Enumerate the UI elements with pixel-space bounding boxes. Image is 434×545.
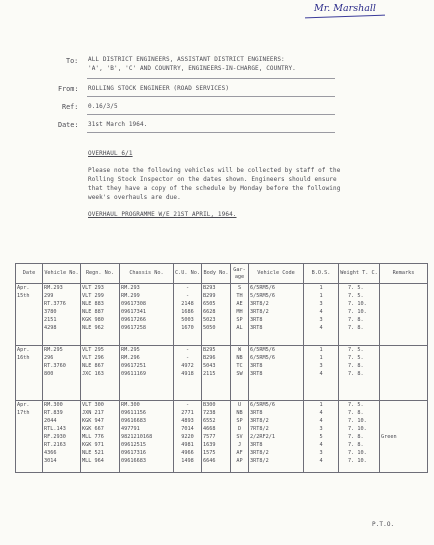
remarks-value	[381, 300, 426, 308]
regn-value: VLT 300	[82, 402, 104, 408]
date-value: Apr.	[17, 285, 30, 291]
bos-value: 1	[319, 293, 323, 299]
chassis-value: 497791	[121, 426, 140, 432]
col-header-regn: Regn. No.	[81, 264, 120, 284]
cu-value: 1498	[181, 458, 194, 464]
regn-value: KGK 667	[82, 426, 104, 432]
bos-value: 3	[319, 426, 323, 432]
cell-garage	[231, 284, 249, 346]
vehicle-value: RT.3776	[44, 301, 66, 307]
code-value: 3RT8	[250, 325, 263, 331]
chassis-value: 09611156	[121, 410, 146, 416]
vehicle-value: 4366	[44, 450, 57, 456]
cell-bos	[304, 346, 339, 401]
vehicle-value: 800	[44, 371, 54, 377]
weight-value: 7. 8.	[348, 317, 364, 323]
remarks-value	[381, 417, 426, 425]
cu-value: 5003	[181, 317, 194, 323]
body-value: 5023	[203, 317, 216, 323]
bos-value: 4	[319, 410, 323, 416]
cell-remarks	[380, 284, 428, 346]
remarks-value	[381, 401, 426, 409]
cell-weight	[339, 346, 380, 401]
cell-chassis	[120, 346, 174, 401]
cell-chassis	[120, 401, 174, 473]
from-rule	[87, 96, 335, 97]
cell-cu	[174, 284, 202, 346]
garage-value: W	[237, 347, 242, 353]
date-value: Apr.	[17, 402, 30, 408]
cu-value: 1686	[181, 309, 194, 315]
chassis-value: RM.299	[121, 293, 140, 299]
to-rule	[87, 78, 335, 79]
bos-value: 1	[319, 402, 323, 408]
weight-value: 7. 8.	[348, 442, 364, 448]
date-value: 16th	[17, 355, 30, 361]
col-header-code: Vehicle Code	[249, 264, 304, 284]
body-value: 5050	[203, 325, 216, 331]
regn-value: VLT 299	[82, 293, 104, 299]
cell-regn	[81, 401, 120, 473]
body-value: 7577	[203, 434, 216, 440]
cu-value: -	[185, 402, 190, 408]
table-row	[16, 401, 428, 473]
to-line-1: ALL DISTRICT ENGINEERS, ASSISTANT DISTRICT ENGINEERS:	[88, 56, 285, 63]
date-label: Date:	[58, 121, 79, 129]
chassis-value: RM.295	[121, 347, 140, 353]
chassis-value: 09617266	[121, 317, 146, 323]
chassis-value: 09617251	[121, 363, 146, 369]
remarks-value	[381, 449, 426, 457]
garage-value: NB	[236, 355, 243, 361]
date-rule	[87, 132, 335, 133]
garage-value: NB	[236, 410, 243, 416]
weight-value: 7. 8.	[348, 363, 364, 369]
code-value: 2/2RF2/1	[250, 434, 275, 440]
regn-value: KGK 947	[82, 418, 104, 424]
garage-value: SP	[236, 317, 243, 323]
chassis-value: 09617308	[121, 301, 146, 307]
weight-value: 7. 10.	[348, 458, 367, 464]
cell-remarks	[380, 346, 428, 401]
chassis-value: RM.293	[121, 285, 140, 291]
body-value: 6505	[203, 301, 216, 307]
code-value: 3RT8/2	[250, 309, 269, 315]
bos-value: 4	[319, 418, 323, 424]
paragraph-line-3: that they have a copy of the schedule by Monday before the following	[88, 185, 341, 192]
bos-value: 3	[319, 450, 323, 456]
from-label: From:	[58, 85, 79, 93]
cu-value: -	[185, 355, 190, 361]
body-value: 6552	[203, 418, 216, 424]
cell-garage	[231, 401, 249, 473]
cell-regn	[81, 284, 120, 346]
bos-value: 3	[319, 363, 323, 369]
cell-code	[249, 284, 304, 346]
code-value: 3RT8	[250, 371, 263, 377]
cell-date	[16, 346, 43, 401]
regn-value: MLL 776	[82, 434, 104, 440]
regn-value: KGK 980	[82, 317, 104, 323]
subject: OVERHAUL 6/1	[88, 150, 133, 157]
vehicle-value: 4298	[44, 325, 57, 331]
bos-value: 4	[319, 309, 323, 315]
body-value: B295	[203, 347, 216, 353]
date-value: 31st March 1964.	[88, 121, 148, 128]
garage-value: TC	[236, 363, 243, 369]
weight-value: 7. 10.	[348, 450, 367, 456]
regn-value: VLT 293	[82, 285, 104, 291]
col-header-bos: B.O.S.	[304, 264, 339, 284]
ref-rule	[87, 114, 335, 115]
cu-value: -	[185, 347, 190, 353]
garage-value: J	[237, 442, 242, 448]
regn-value: VLT 296	[82, 355, 104, 361]
cell-body	[202, 284, 231, 346]
code-value: 3RT8/2	[250, 418, 269, 424]
body-value: B296	[203, 355, 216, 361]
bos-value: 5	[319, 434, 323, 440]
regn-value: NLE 867	[82, 363, 104, 369]
col-header-garage: Gar-age	[231, 264, 249, 284]
remarks-value	[381, 308, 426, 316]
cu-value: -	[185, 285, 190, 291]
vehicle-value: RF.2930	[44, 434, 66, 440]
weight-value: 7. 10.	[348, 301, 367, 307]
cell-vehicle	[43, 346, 81, 401]
garage-value: SV	[236, 434, 243, 440]
remarks-value: Green	[381, 434, 397, 440]
body-value: 5043	[203, 363, 216, 369]
chassis-value: 09617258	[121, 325, 146, 331]
body-value: 1575	[203, 450, 216, 456]
bos-value: 1	[319, 355, 323, 361]
garage-value: SP	[236, 418, 243, 424]
date-value: Apr.	[17, 347, 30, 353]
body-value: 2115	[203, 371, 216, 377]
cu-value: 4893	[181, 418, 194, 424]
cell-weight	[339, 284, 380, 346]
table-row	[16, 346, 428, 401]
col-header-weight: Weight T. C.	[339, 264, 380, 284]
col-header-vehicle: Vehicle No.	[43, 264, 81, 284]
weight-value: 7. 5.	[348, 355, 364, 361]
cu-value: 1670	[181, 325, 194, 331]
chassis-value: 09611169	[121, 371, 146, 377]
col-header-body: Body No.	[202, 264, 231, 284]
body-value: 6628	[203, 309, 216, 315]
bos-value: 3	[319, 317, 323, 323]
remarks-value	[381, 316, 426, 324]
bos-value: 3	[319, 301, 323, 307]
to-line-2: 'A', 'B', 'C' AND COUNTRY, ENGINEERS-IN-CHARGE, COUNTRY.	[88, 65, 296, 72]
remarks-value	[381, 354, 426, 362]
vehicle-value: RM.300	[44, 402, 63, 408]
remarks-value	[381, 292, 426, 300]
annotation-underline	[305, 15, 385, 19]
code-value: 6/5RM5/6	[250, 285, 275, 291]
chassis-value: 09617341	[121, 309, 146, 315]
regn-value: NLE 887	[82, 309, 104, 315]
garage-value: SW	[236, 371, 243, 377]
cu-value: 4966	[181, 450, 194, 456]
remarks-value	[381, 284, 426, 292]
remarks-value	[381, 362, 426, 370]
code-value: 3RT8	[250, 410, 263, 416]
chassis-value: 9821210168	[121, 434, 153, 440]
weight-value: 7. 5.	[348, 293, 364, 299]
code-value: 3RT8	[250, 363, 263, 369]
cell-code	[249, 346, 304, 401]
weight-value: 7. 5.	[348, 347, 364, 353]
vehicle-value: RM.295	[44, 347, 63, 353]
cu-value: 4972	[181, 363, 194, 369]
weight-value: 7. 10.	[348, 418, 367, 424]
col-header-cu: C.U. No.	[174, 264, 202, 284]
bos-value: 4	[319, 458, 323, 464]
ref-label: Ref:	[62, 103, 79, 111]
remarks-value	[381, 370, 426, 378]
paragraph-line-2: Rolling Stock Inspector on the dates shown. Engineers should ensure	[88, 176, 337, 183]
vehicle-value: RTL.143	[44, 426, 66, 432]
bos-value: 4	[319, 371, 323, 377]
remarks-value	[381, 457, 426, 465]
weight-value: 7. 10.	[348, 426, 367, 432]
bos-value: 1	[319, 347, 323, 353]
cell-chassis	[120, 284, 174, 346]
weight-value: 7. 8.	[348, 325, 364, 331]
weight-value: 7. 5.	[348, 285, 364, 291]
to-label: To:	[66, 57, 79, 65]
garage-value: AE	[236, 301, 243, 307]
remarks-value	[381, 441, 426, 449]
code-value: 3RT8/2	[250, 458, 269, 464]
regn-value: VLT 295	[82, 347, 104, 353]
vehicle-value: RM.293	[44, 285, 63, 291]
table-header-row	[16, 264, 428, 284]
cell-bos	[304, 284, 339, 346]
regn-value: JXC 163	[82, 371, 104, 377]
cell-date	[16, 284, 43, 346]
cu-value: 9220	[181, 434, 194, 440]
paragraph-line-4: week's overhauls are due.	[88, 194, 181, 201]
code-value: 6/5RM5/6	[250, 402, 275, 408]
ref-value: 0.16/3/5	[88, 103, 118, 110]
col-header-remarks: Remarks	[380, 264, 428, 284]
garage-value: AP	[236, 458, 243, 464]
cu-value: 7014	[181, 426, 194, 432]
bos-value: 4	[319, 442, 323, 448]
body-value: 6646	[203, 458, 216, 464]
body-value: B300	[203, 402, 216, 408]
overhaul-schedule-table	[15, 263, 428, 473]
col-header-chassis: Chassis No.	[120, 264, 174, 284]
table-row	[16, 284, 428, 346]
weight-value: 7. 5.	[348, 402, 364, 408]
remarks-value	[381, 324, 426, 332]
cell-bos	[304, 401, 339, 473]
garage-value: MH	[236, 309, 243, 315]
body-value: B299	[203, 293, 216, 299]
date-value: 15th	[17, 293, 30, 299]
code-value: 5/5RM5/6	[250, 293, 275, 299]
bos-value: 1	[319, 285, 323, 291]
regn-value: NLE 883	[82, 301, 104, 307]
chassis-value: RM.296	[121, 355, 140, 361]
weight-value: 7. 8.	[348, 410, 364, 416]
body-value: 7238	[203, 410, 216, 416]
chassis-value: 09617316	[121, 450, 146, 456]
vehicle-value: 299	[44, 293, 54, 299]
vehicle-value: RT.839	[44, 410, 63, 416]
weight-value: 7. 8.	[348, 371, 364, 377]
vehicle-value: RT.3760	[44, 363, 66, 369]
code-value: 3RT8/2	[250, 301, 269, 307]
cu-value: 4981	[181, 442, 194, 448]
body-value: 1639	[203, 442, 216, 448]
cell-regn	[81, 346, 120, 401]
code-value: 7RT8/2	[250, 426, 269, 432]
chassis-value: 09616683	[121, 458, 146, 464]
code-value: 6/5RM5/6	[250, 355, 275, 361]
code-value: 3RT8	[250, 442, 263, 448]
cell-vehicle	[43, 401, 81, 473]
bos-value: 4	[319, 325, 323, 331]
paragraph-line-1: Please note the following vehicles will be collected by staff of the	[88, 167, 341, 174]
remarks-value	[381, 425, 426, 433]
cell-body	[202, 401, 231, 473]
programme-heading: OVERHAUL PROGRAMME W/E 21ST APRIL, 1964.	[88, 211, 237, 218]
cell-weight	[339, 401, 380, 473]
regn-value: NLE 962	[82, 325, 104, 331]
cell-code	[249, 401, 304, 473]
garage-value: S	[237, 285, 242, 291]
body-value: B293	[203, 285, 216, 291]
cell-remarks	[380, 401, 428, 473]
regn-value: KGK 971	[82, 442, 104, 448]
vehicle-value: 2151	[44, 317, 57, 323]
code-value: 3RT8	[250, 317, 263, 323]
vehicle-value: 2044	[44, 418, 57, 424]
cu-value: 2148	[181, 301, 194, 307]
col-header-date: Date	[16, 264, 43, 284]
regn-value: MLL 964	[82, 458, 104, 464]
chassis-value: 09612515	[121, 442, 146, 448]
from-value: ROLLING STOCK ENGINEER (ROAD SERVICES)	[88, 85, 230, 92]
regn-value: JXN 217	[82, 410, 104, 416]
cell-garage	[231, 346, 249, 401]
garage-value: TH	[236, 293, 243, 299]
cell-date	[16, 401, 43, 473]
remarks-value	[381, 409, 426, 417]
cell-cu	[174, 401, 202, 473]
cell-body	[202, 346, 231, 401]
chassis-value: 09616683	[121, 418, 146, 424]
handwritten-annotation: Mr. Marshall	[314, 3, 376, 14]
remarks-value	[381, 346, 426, 354]
pto-note: P.T.O.	[372, 521, 395, 528]
garage-value: D	[237, 426, 242, 432]
weight-value: 7. 8.	[348, 434, 364, 440]
cu-value: 2771	[181, 410, 194, 416]
code-value: 3RT8/2	[250, 450, 269, 456]
body-value: 4668	[203, 426, 216, 432]
garage-value: AF	[236, 450, 243, 456]
cell-cu	[174, 346, 202, 401]
date-value: 17th	[17, 410, 30, 416]
chassis-value: RM.300	[121, 402, 140, 408]
vehicle-value: 3014	[44, 458, 57, 464]
garage-value: U	[237, 402, 242, 408]
cell-vehicle	[43, 284, 81, 346]
code-value: 6/5RM5/6	[250, 347, 275, 353]
garage-value: AL	[236, 325, 243, 331]
vehicle-value: 296	[44, 355, 54, 361]
weight-value: 7. 10.	[348, 309, 367, 315]
vehicle-value: RT.2163	[44, 442, 66, 448]
vehicle-value: 3780	[44, 309, 57, 315]
regn-value: NLE 521	[82, 450, 104, 456]
cu-value: -	[185, 293, 190, 299]
cu-value: 4918	[181, 371, 194, 377]
